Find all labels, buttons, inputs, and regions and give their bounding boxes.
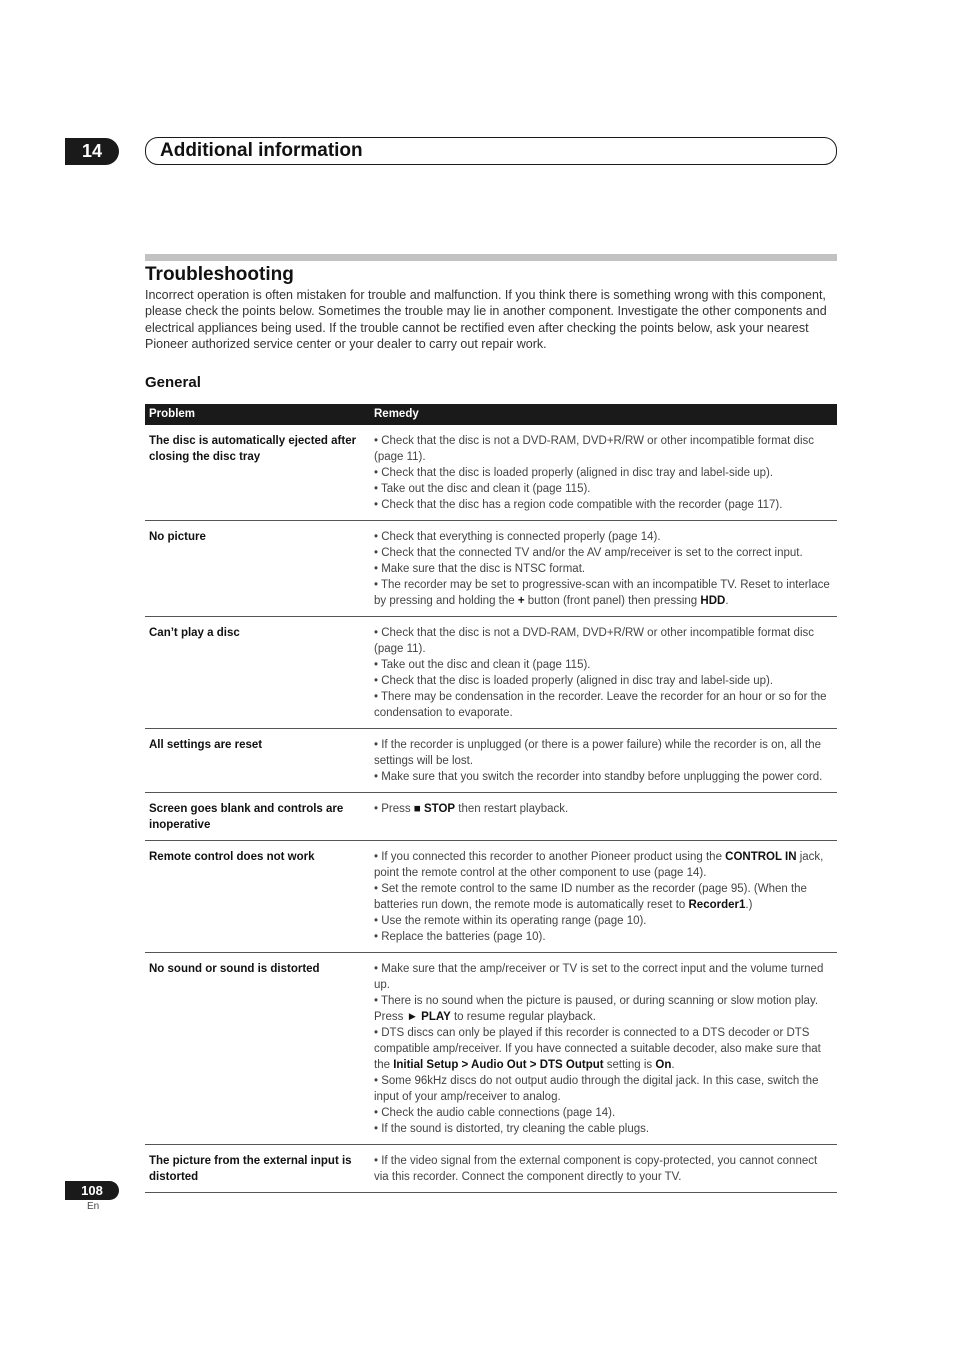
remedy-cell bbox=[370, 521, 837, 617]
remedy-text: • If you connected this recorder to another Pioneer product using the bbox=[374, 851, 726, 863]
remedy-emphasis: Initial Setup > Audio Out > DTS Output bbox=[393, 1059, 604, 1071]
table-row bbox=[145, 1145, 837, 1193]
remedy-item bbox=[374, 1153, 833, 1185]
remedy-item bbox=[374, 561, 833, 577]
remedy-item bbox=[374, 497, 833, 513]
table-row bbox=[145, 953, 837, 1145]
remedy-cell bbox=[370, 425, 837, 521]
remedy-item bbox=[374, 1121, 833, 1137]
remedy-text: • Set the remote control to the same ID number as the recorder (page 95). (When the batteries run down, the remote mode is automatically reset to bbox=[374, 883, 807, 911]
remedy-item bbox=[374, 849, 833, 881]
remedy-emphasis: CONTROL IN bbox=[725, 851, 797, 863]
remedy-text: jack, point the remote control at the other component to use (page 14). bbox=[374, 851, 824, 879]
remedy-emphasis: On bbox=[655, 1059, 672, 1071]
remedy-item bbox=[374, 689, 833, 721]
problem-cell: Screen goes blank and controls are inoperative bbox=[145, 793, 370, 841]
subsection-title: General bbox=[145, 374, 201, 391]
remedy-text: . bbox=[725, 595, 729, 607]
remedy-text: button (front panel) then pressing bbox=[524, 595, 701, 607]
section-title: Troubleshooting bbox=[145, 264, 294, 285]
troubleshooting-table bbox=[145, 404, 837, 1193]
problem-cell: Can’t play a disc bbox=[145, 617, 370, 729]
remedy-item bbox=[374, 1105, 833, 1121]
remedy-item bbox=[374, 737, 833, 769]
chapter-title-box bbox=[145, 137, 837, 165]
remedy-text: • Check that the disc is not a DVD-RAM, DVD+R/RW or other incompatible format disc (page 11). bbox=[374, 435, 815, 463]
remedy-text: • There is no sound when the picture is paused, or during scanning or slow motion play. Press bbox=[374, 995, 819, 1023]
remedy-text: • Check that the disc is loaded properly (aligned in disc tray and label-side up). bbox=[374, 675, 774, 687]
remedy-cell bbox=[370, 841, 837, 953]
remedy-text: • DTS discs can only be played if this recorder is connected to a DTS decoder or DTS compatible amp/receiver. If you have connected a suitable decoder, also make sure that the bbox=[374, 1027, 821, 1071]
remedy-text: • Make sure that the disc is NTSC format. bbox=[374, 563, 586, 575]
problem-cell: The disc is automatically ejected after closing the disc tray bbox=[145, 425, 370, 521]
remedy-item bbox=[374, 481, 833, 497]
remedy-text: • Check that the disc is loaded properly (aligned in disc tray and label-side up). bbox=[374, 467, 774, 479]
section-divider-bar bbox=[145, 254, 837, 261]
remedy-item bbox=[374, 657, 833, 673]
remedy-text: .) bbox=[745, 899, 753, 911]
remedy-item bbox=[374, 993, 833, 1025]
table-row bbox=[145, 841, 837, 953]
remedy-text: • Use the remote within its operating range (page 10). bbox=[374, 915, 647, 927]
table-row bbox=[145, 425, 837, 521]
page-language-label: En bbox=[87, 1201, 100, 1212]
remedy-text: • Check the audio cable connections (page 14). bbox=[374, 1107, 616, 1119]
remedy-cell bbox=[370, 729, 837, 793]
problem-cell: Remote control does not work bbox=[145, 841, 370, 953]
remedy-emphasis: + bbox=[517, 595, 525, 607]
remedy-item bbox=[374, 577, 833, 609]
remedy-cell bbox=[370, 793, 837, 841]
table-body bbox=[145, 425, 837, 1193]
remedy-item bbox=[374, 529, 833, 545]
remedy-text: • Press bbox=[374, 803, 414, 815]
remedy-item bbox=[374, 1073, 833, 1105]
chapter-title: Additional information bbox=[160, 140, 363, 161]
remedy-text: • Make sure that the amp/receiver or TV is set to the correct input and the volume turned up. bbox=[374, 963, 824, 991]
remedy-cell bbox=[370, 1145, 837, 1193]
remedy-text: setting is bbox=[603, 1059, 656, 1071]
problem-cell: All settings are reset bbox=[145, 729, 370, 793]
remedy-text: . bbox=[671, 1059, 675, 1071]
remedy-text: • There may be condensation in the recorder. Leave the recorder for an hour or so for the condensation to evaporate. bbox=[374, 691, 827, 719]
remedy-item bbox=[374, 625, 833, 657]
remedy-column-header: Remedy bbox=[370, 404, 837, 425]
remedy-text: • Check that the connected TV and/or the AV amp/receiver is set to the correct input. bbox=[374, 547, 803, 559]
remedy-text: • Check that everything is connected properly (page 14). bbox=[374, 531, 661, 543]
chapter-number-badge: 14 bbox=[65, 138, 119, 165]
remedy-text: • Check that the disc is not a DVD-RAM, DVD+R/RW or other incompatible format disc (page 11). bbox=[374, 627, 815, 655]
table-row bbox=[145, 793, 837, 841]
problem-cell: No picture bbox=[145, 521, 370, 617]
problem-cell: The picture from the external input is distorted bbox=[145, 1145, 370, 1193]
remedy-text: to resume regular playback. bbox=[450, 1011, 596, 1023]
remedy-emphasis: HDD bbox=[700, 595, 726, 607]
problem-cell: No sound or sound is distorted bbox=[145, 953, 370, 1145]
remedy-text: • Replace the batteries (page 10). bbox=[374, 931, 546, 943]
remedy-item bbox=[374, 913, 833, 929]
remedy-text: • Take out the disc and clean it (page 115). bbox=[374, 659, 591, 671]
section-intro: Incorrect operation is often mistaken for trouble and malfunction. If you think there is something wrong with this component, please check the points below. Sometimes the trouble may lie in another component. Investigate the other components and electrical appliances being used. If the trouble cannot be rectified even after checking the points below, ask your nearest Pioneer authorized service center or your dealer to carry out repair work. bbox=[145, 288, 827, 351]
remedy-cell bbox=[370, 617, 837, 729]
page-number-badge: 108 bbox=[65, 1181, 119, 1200]
remedy-item bbox=[374, 465, 833, 481]
remedy-item bbox=[374, 769, 833, 785]
table-row bbox=[145, 617, 837, 729]
remedy-emphasis: ► PLAY bbox=[406, 1011, 451, 1023]
remedy-cell bbox=[370, 953, 837, 1145]
remedy-text: • The recorder may be set to progressive-scan with an incompatible TV. Reset to interlace by pressing and holding the bbox=[374, 579, 830, 607]
remedy-item bbox=[374, 929, 833, 945]
remedy-text: • Check that the disc has a region code compatible with the recorder (page 117). bbox=[374, 499, 783, 511]
table-row bbox=[145, 729, 837, 793]
remedy-text: • Take out the disc and clean it (page 115). bbox=[374, 483, 591, 495]
problem-column-header: Problem bbox=[145, 404, 370, 425]
remedy-item bbox=[374, 545, 833, 561]
remedy-text: • Make sure that you switch the recorder into standby before unplugging the power cord. bbox=[374, 771, 823, 783]
remedy-item bbox=[374, 1025, 833, 1073]
remedy-item bbox=[374, 433, 833, 465]
remedy-emphasis: Recorder1 bbox=[688, 899, 746, 911]
table-header-row bbox=[145, 404, 837, 425]
remedy-emphasis: ■ STOP bbox=[413, 803, 456, 815]
remedy-text: then restart playback. bbox=[455, 803, 569, 815]
remedy-item bbox=[374, 881, 833, 913]
remedy-text: • If the recorder is unplugged (or there is a power failure) while the recorder is on, all the settings will be lost. bbox=[374, 739, 822, 767]
remedy-text: • Some 96kHz discs do not output audio through the digital jack. In this case, switch the input of your amp/receiver to analog. bbox=[374, 1075, 819, 1103]
remedy-text: • If the video signal from the external component is copy-protected, you cannot connect via this recorder. Connect the component directly to your TV. bbox=[374, 1155, 818, 1183]
table-row bbox=[145, 521, 837, 617]
remedy-item bbox=[374, 673, 833, 689]
remedy-item bbox=[374, 801, 833, 817]
remedy-text: • If the sound is distorted, try cleaning the cable plugs. bbox=[374, 1123, 650, 1135]
remedy-item bbox=[374, 961, 833, 993]
